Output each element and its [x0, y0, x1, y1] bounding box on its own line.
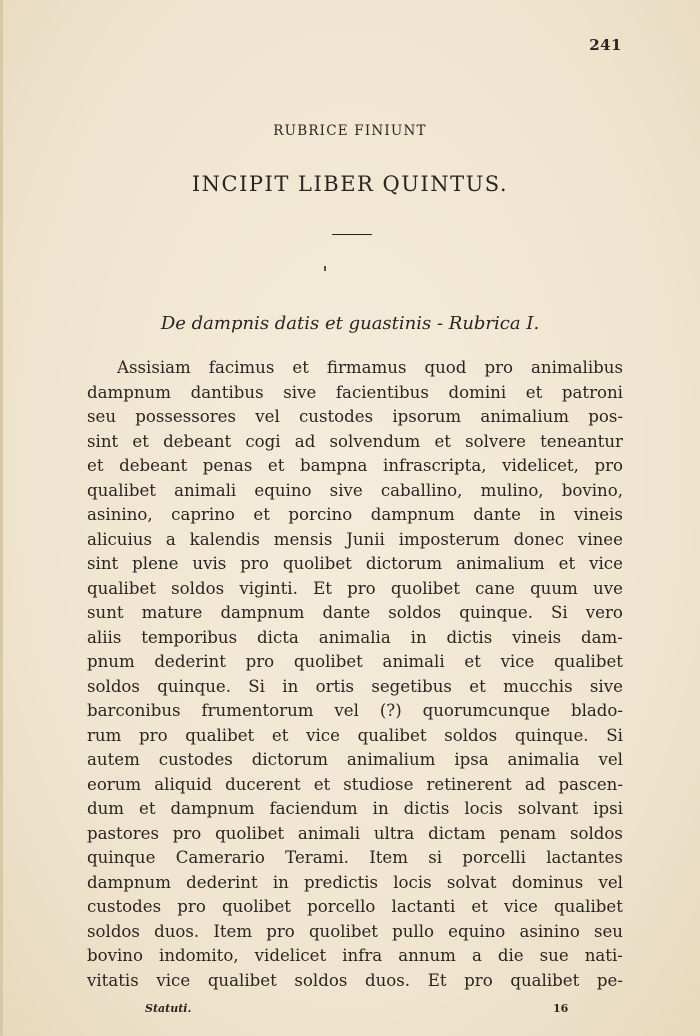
word: facientibus [335, 382, 429, 402]
word: et [313, 774, 331, 794]
text-line [87, 944, 623, 969]
word: mensis [273, 529, 333, 549]
text-line [87, 405, 623, 430]
word: animali [174, 480, 237, 500]
word: possessores [135, 407, 237, 426]
word: asinino, [87, 505, 153, 524]
word: soldos [87, 676, 140, 696]
word: qualibet [207, 970, 277, 990]
word: custodes [87, 897, 162, 916]
word: Si [606, 725, 623, 745]
word: et [469, 676, 486, 696]
word: pro [177, 897, 206, 916]
word: in [282, 676, 299, 696]
word: porcello [307, 897, 376, 916]
word: et [471, 897, 488, 916]
word: uve [593, 578, 623, 598]
word: aliis [87, 627, 122, 647]
word: ipsi [593, 799, 623, 818]
text-line [87, 895, 623, 920]
word: faciendum [269, 799, 358, 818]
word: et [132, 431, 149, 451]
word: asinino [519, 921, 580, 941]
word: dederint [154, 652, 226, 671]
word: Item [369, 848, 408, 867]
word: vineis [573, 505, 623, 524]
word: bampna [300, 456, 368, 475]
word: eorum [87, 774, 142, 794]
word: caprino [171, 505, 235, 524]
word: barconibus [87, 701, 181, 720]
text-line [87, 454, 623, 479]
word: solvere [465, 431, 526, 451]
word: pro [245, 652, 275, 671]
word: dante [322, 603, 371, 622]
word: solvendum [329, 431, 421, 451]
word: penam [499, 823, 557, 843]
word: vitatis [87, 970, 139, 990]
word: imposterum [398, 529, 500, 549]
word: animalia [507, 750, 580, 769]
word: duos. [364, 970, 411, 990]
word: dicta [257, 627, 299, 647]
word: solvat [446, 872, 497, 892]
word: soldos [569, 823, 623, 843]
word: ad [294, 431, 316, 451]
rubric-title: De dampnis datis et guastinis - Rubrica I. [160, 313, 540, 334]
word: solvant [517, 799, 579, 818]
word: porcelli [462, 848, 526, 867]
text-line [87, 675, 623, 700]
word: vel [598, 872, 623, 892]
body-paragraph [87, 356, 623, 993]
word: soldos [388, 603, 442, 622]
word: vice [156, 970, 191, 990]
word: et [292, 358, 309, 377]
word: pos- [588, 407, 623, 426]
word: pnum [87, 652, 135, 671]
text-line [87, 748, 623, 773]
word: domini [448, 382, 507, 402]
word: nati- [584, 946, 623, 965]
word: alicuius [87, 529, 152, 549]
word: animali [297, 823, 361, 843]
word: pro [484, 358, 513, 377]
word: dictorum [365, 554, 443, 573]
word: videlicet, [502, 456, 579, 475]
word: et [267, 456, 285, 475]
word: custodes [299, 407, 374, 426]
word: dampnum [87, 382, 171, 402]
word: soldos [444, 725, 498, 745]
word: donec [513, 529, 565, 549]
word: dictorum [251, 750, 328, 769]
word: soldos [87, 921, 140, 941]
word: porcino [288, 505, 353, 524]
word: die [497, 946, 524, 965]
text-line [87, 797, 623, 822]
text-line [87, 601, 623, 626]
word: pascen- [558, 774, 623, 794]
word: animalium [346, 750, 436, 769]
word: vice [589, 554, 623, 573]
word: mulino, [480, 480, 544, 500]
word: patroni [561, 382, 623, 402]
word: dampnum [170, 799, 255, 818]
word: quinque. [157, 676, 231, 696]
word: quorumcunque [422, 701, 551, 720]
word: animalium [456, 554, 545, 573]
word: dum [87, 799, 125, 818]
word: caballino, [380, 480, 463, 500]
word: dantibus [190, 382, 264, 402]
word: frumentorum [201, 701, 314, 720]
word: dante [473, 505, 521, 524]
text-line [87, 871, 623, 896]
word: quolibet [221, 897, 291, 916]
word: Et [313, 578, 332, 598]
word: vel [334, 701, 359, 720]
word: qualibet [87, 578, 156, 598]
word: dederint [186, 872, 258, 892]
word: ipsa [454, 750, 489, 769]
word: pro [139, 725, 168, 745]
word: firmamus [326, 358, 407, 377]
word: autem [87, 750, 140, 769]
word: animali [382, 652, 445, 671]
text-line [87, 650, 623, 675]
ink-speck [324, 266, 326, 271]
word: vineis [512, 627, 562, 647]
text-line [87, 822, 623, 847]
word: equino [448, 921, 506, 941]
word: pro [266, 921, 295, 941]
word: sint [87, 431, 119, 451]
word: blado- [570, 701, 623, 720]
word: et [464, 652, 481, 671]
word: vel [255, 407, 280, 426]
word: pastores [87, 823, 159, 843]
word: sunt [87, 603, 124, 622]
word: debeant [119, 456, 188, 475]
word: dictam [428, 823, 486, 843]
text-line [87, 503, 623, 528]
word: pro [594, 456, 623, 475]
word: Et [427, 970, 447, 990]
word: studiose [343, 774, 414, 794]
word: vero [585, 603, 623, 622]
text-line [87, 356, 623, 381]
signature-mark: Statuti. [145, 1002, 192, 1015]
text-line [87, 920, 623, 945]
text-line [87, 528, 623, 553]
word: qualibet [185, 725, 255, 745]
word: animalibus [531, 358, 623, 377]
word: a [471, 946, 482, 965]
text-line [87, 724, 623, 749]
word: dominus [511, 872, 584, 892]
word: in [410, 627, 427, 647]
word: cane [475, 578, 515, 598]
word: quinque. [459, 603, 533, 622]
word: a [165, 529, 176, 549]
word: seu [87, 407, 117, 426]
word: annum [398, 946, 456, 965]
word: dampnum [370, 505, 455, 524]
text-line [87, 846, 623, 871]
word: Camerario [175, 848, 265, 867]
word: uvis [192, 554, 227, 573]
word: pro [464, 970, 493, 990]
word: vice [306, 725, 340, 745]
word: Item [213, 921, 253, 941]
word: et [434, 431, 451, 451]
word: Junii [346, 529, 385, 549]
word: (?) [379, 701, 402, 720]
word: vel [598, 750, 623, 769]
word: pullo [392, 921, 435, 941]
word: lactantes [546, 848, 623, 867]
word: et [87, 456, 104, 475]
word: quum [530, 578, 578, 598]
word: Terami. [285, 848, 349, 867]
word: dampnum [220, 603, 305, 622]
text-line [87, 969, 623, 994]
word: qualibet [510, 970, 580, 990]
word: quolibet [293, 652, 363, 671]
word: quolibet [215, 823, 285, 843]
word: qualibet [554, 652, 623, 671]
text-line [87, 773, 623, 798]
word: rum [87, 725, 122, 745]
word: et [525, 382, 543, 402]
word: qualibet [87, 480, 156, 500]
word: debeant [163, 431, 232, 451]
word: vice [504, 897, 538, 916]
word: segetibus [371, 676, 452, 696]
text-line [87, 430, 623, 455]
page-number: 241 [589, 36, 622, 54]
word: dictis [403, 799, 450, 818]
word: locis [393, 872, 432, 892]
gathering-number: 16 [553, 1002, 569, 1015]
word: pro [240, 554, 269, 573]
word: et [139, 799, 156, 818]
text-line [87, 699, 623, 724]
word: seu [593, 921, 623, 941]
word: infrascripta, [383, 456, 487, 475]
word: quolibet [308, 921, 378, 941]
word: pe- [596, 970, 623, 990]
word: lactanti [391, 897, 456, 916]
word: sive [283, 382, 317, 402]
word: et [558, 554, 576, 573]
word: ducerent [225, 774, 301, 794]
word: dampnum [87, 872, 171, 892]
word: sive [589, 676, 623, 696]
word: dictis [446, 627, 493, 647]
word: mucchis [503, 676, 573, 696]
word: ultra [373, 823, 415, 843]
word: infra [342, 946, 383, 965]
word: predictis [303, 872, 379, 892]
word: bovino, [561, 480, 623, 500]
word: in [539, 505, 556, 524]
word: sue [539, 946, 569, 965]
section-label: RUBRICE FINIUNT [273, 123, 427, 139]
word: soldos [294, 970, 348, 990]
word: animalia [318, 627, 391, 647]
page-edge [0, 0, 3, 1036]
word: Assisiam [117, 358, 191, 377]
word: quolibet [282, 554, 352, 573]
word: bovino [87, 946, 143, 965]
word: sint [87, 554, 119, 573]
word: vice [500, 652, 535, 671]
word: pro [172, 823, 202, 843]
word: quinque. [514, 725, 589, 745]
word: soldos [171, 578, 225, 598]
word: qualibet [357, 725, 427, 745]
text-line [87, 577, 623, 602]
word: temporibus [141, 627, 238, 647]
word: teneantur [540, 431, 623, 451]
word: et [253, 505, 270, 524]
word: videlicet [254, 946, 327, 965]
word: locis [464, 799, 503, 818]
text-line [87, 381, 623, 406]
word: quinque [87, 848, 156, 867]
word: aliquid [154, 774, 212, 794]
word: in [272, 872, 289, 892]
text-line [87, 479, 623, 504]
word: penas [202, 456, 253, 475]
word: kalendis [189, 529, 260, 549]
word: pro [347, 578, 376, 598]
word: ad [524, 774, 546, 794]
word: ipsorum [392, 407, 462, 426]
word: ortis [315, 676, 355, 696]
word: facimus [208, 358, 275, 377]
text-line [87, 552, 623, 577]
word: quolibet [390, 578, 460, 598]
word: indomito, [159, 946, 239, 965]
word: dam- [581, 627, 623, 647]
text-line [87, 626, 623, 651]
word: in [372, 799, 389, 818]
word: cogi [245, 431, 281, 451]
word: retinerent [426, 774, 512, 794]
word: equino [254, 480, 312, 500]
word: mature [141, 603, 203, 622]
word: animalium [480, 407, 569, 426]
word: qualibet [553, 897, 623, 916]
title-divider [332, 234, 372, 235]
word: si [428, 848, 443, 867]
word: vinee [577, 529, 623, 549]
word: custodes [158, 750, 233, 769]
word: duos. [154, 921, 200, 941]
word: plene [132, 554, 179, 573]
book-title: INCIPIT LIBER QUINTUS. [191, 172, 509, 196]
word: Si [248, 676, 265, 696]
word: sive [329, 480, 363, 500]
word: quod [424, 358, 467, 377]
word: viginti. [239, 578, 298, 598]
word: Si [551, 603, 568, 622]
word: et [271, 725, 289, 745]
